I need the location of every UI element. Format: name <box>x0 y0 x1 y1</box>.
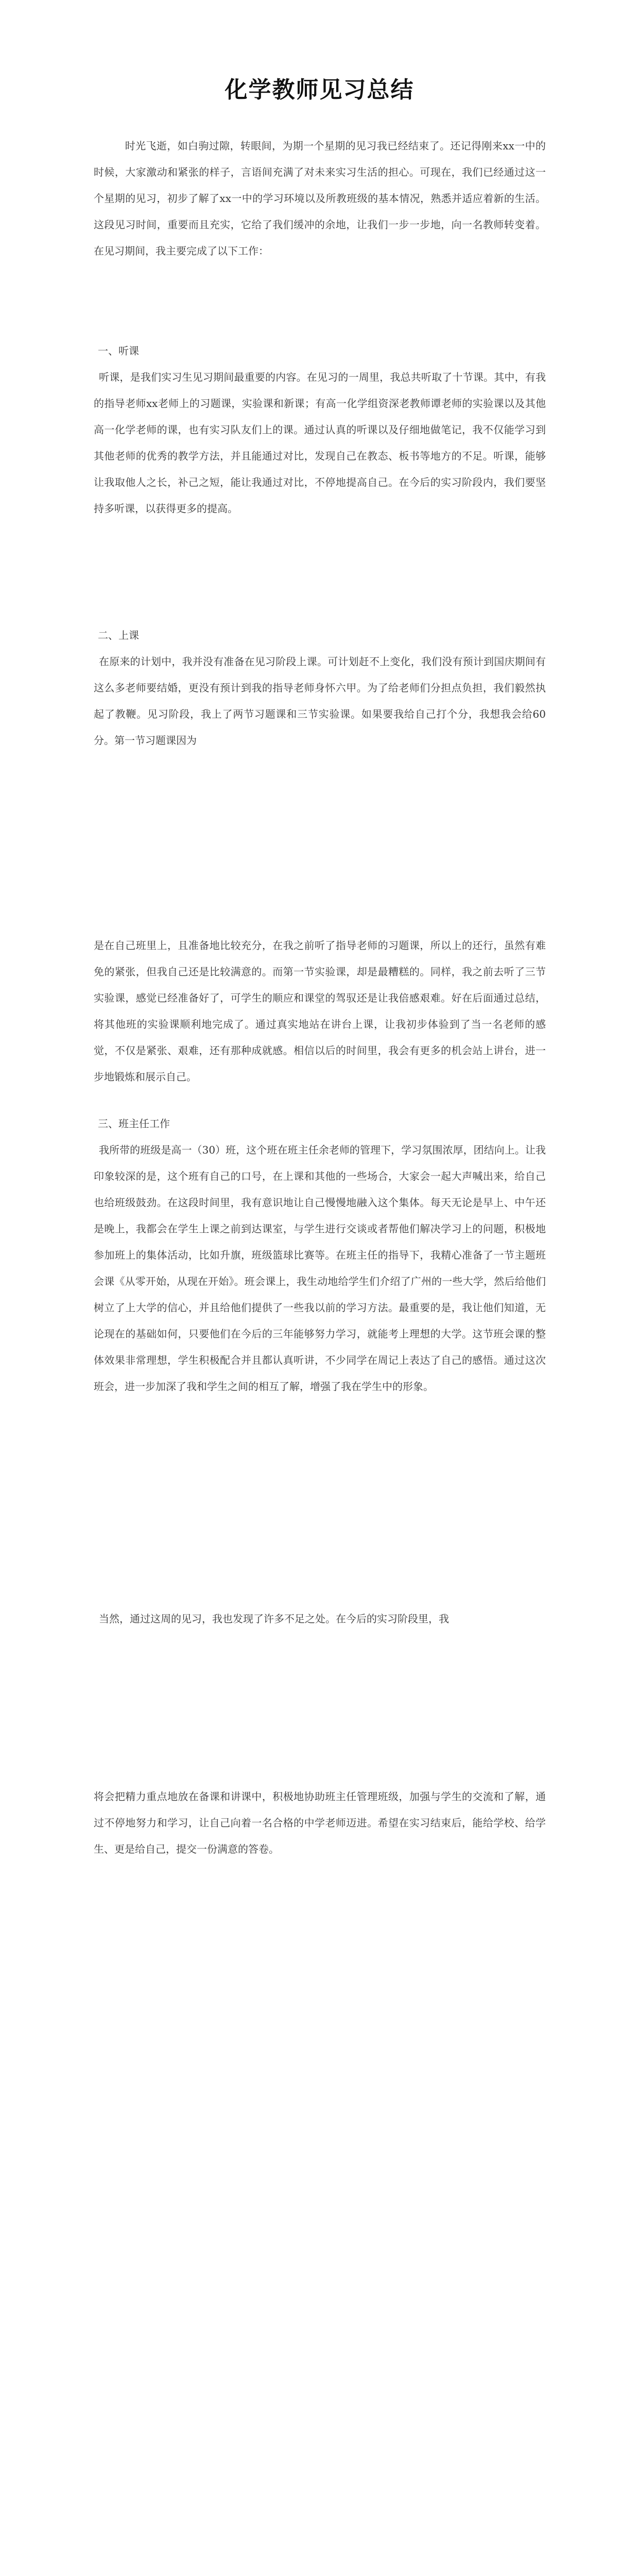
teach-paragraph-2: 是在自己班里上，且准备地比较充分，在我之前听了指导老师的习题课，所以上的还行，虽然有难免的紧张，但我自己还是比较满意的。而第一节实验课，却是最糟糕的。同样，我之前去听了三节实验课，感觉已经准备好了，可学生的顺应和课堂的驾驭还是让我倍感艰难。好在后面通过总结，将其他班的实验课顺利地完成了。通过真实地站在讲台上课，让我初步体验到了当一名老师的感觉，不仅是紧张、艰难，还有那种成就感。相信以后的时间里，我会有更多的机会站上讲台，进一步地锻炼和展示自己。 <box>94 939 546 1083</box>
section-heading-class-teacher: 三、班主任工作 <box>98 1117 170 1130</box>
page-title: 化学教师见习总结 <box>224 77 415 103</box>
class-teacher-paragraph-1: 我所带的班级是高一（30）班，这个班在班主任余老师的管理下，学习氛围浓厚，团结向上。让我印象较深的是，这个班有自己的口号，在上课和其他的一些场合，大家会一起大声喊出来，给自己也给班级鼓劲。在这段时间里，我有意识地让自己慢慢地融入这个集体。每天无论是早上、中午还是晚上，我都会在学生上课之前到达课室，与学生进行交谈或者帮他们解决学习上的问题，积极地参加班上的集体活动，比如升旗，班级篮球比赛等。在班主任的指导下，我精心准备了一节主题班会课《从零开始，从现在开始》。班会课上，我生动地给学生们介绍了广州的一些大学，然后给他们树立了上大学的信心，并且给他们提供了一些我以前的学习方法。最重要的是，我让他们知道，无论现在的基础如何，只要他们在今后的三年能够努力学习，就能考上理想的大学。这节班会课的整体效果非常理想，学生积极配合并且都认真听讲，不少同学在周记上表达了自己的感悟。通过这次班会，进一步加深了我和学生之间的相互了解，增强了我在学生中的形象。 <box>94 1144 546 1393</box>
listen-paragraph: 听课，是我们实习生见习期间最重要的内容。在见习的一周里，我总共听取了十节课。其中，有我的指导老师xx老师上的习题课，实验课和新课；有高一化学组资深老教师谭老师的实验课以及其他高一化学老师的课，也有实习队友们上的课。通过认真的听课以及仔细地做笔记，我不仅能学习到其他老师的优秀的教学方法，并且能通过对比，发现自己在教态、板书等地方的不足。听课，能够让我取他人之长，补己之短，能让我通过对比，不停地提高自己。在今后的实习阶段内，我们要坚持多听课，以获得更多的提高。 <box>94 371 546 515</box>
class-teacher-paragraph-2: 当然，通过这周的见习，我也发现了许多不足之处。在今后的实习阶段里，我 <box>99 1613 449 1625</box>
teach-paragraph-1: 在原来的计划中，我并没有准备在见习阶段上课。可计划赶不上变化，我们没有预计到国庆期间有这么多老师要结婚，更没有预计到我的指导老师身怀六甲。为了给老师们分担点负担，我们毅然执起了教鞭。见习阶段，我上了两节习题课和三节实验课。如果要我给自己打个分，我想我会给60分。第一节习题课因为 <box>94 655 546 747</box>
intro-paragraph: 时光飞逝，如白驹过隙，转眼间，为期一个星期的见习我已经结束了。还记得刚来xx一中的时候，大家激动和紧张的样子，言语间充满了对未来实习生活的担心。可现在，我们已经通过这一个星期的见习，初步了解了xx一中的学习环境以及所教班级的基本情况，熟悉并适应着新的生活。这段见习时间，重要而且充实，它给了我们缓冲的余地，让我们一步一步地，向一名教师转变着。在见习期间，我主要完成了以下工作： <box>94 140 546 257</box>
section-heading-teach: 二、上课 <box>98 629 139 641</box>
section-heading-listen: 一、听课 <box>98 345 139 357</box>
class-teacher-paragraph-3: 将会把精力重点地放在备课和讲课中，积极地协助班主任管理班级，加强与学生的交流和了解，通过不停地努力和学习，让自己向着一名合格的中学老师迈进。希望在实习结束后，能给学校、给学生、更是给自己，提交一份满意的答卷。 <box>94 1790 546 1855</box>
